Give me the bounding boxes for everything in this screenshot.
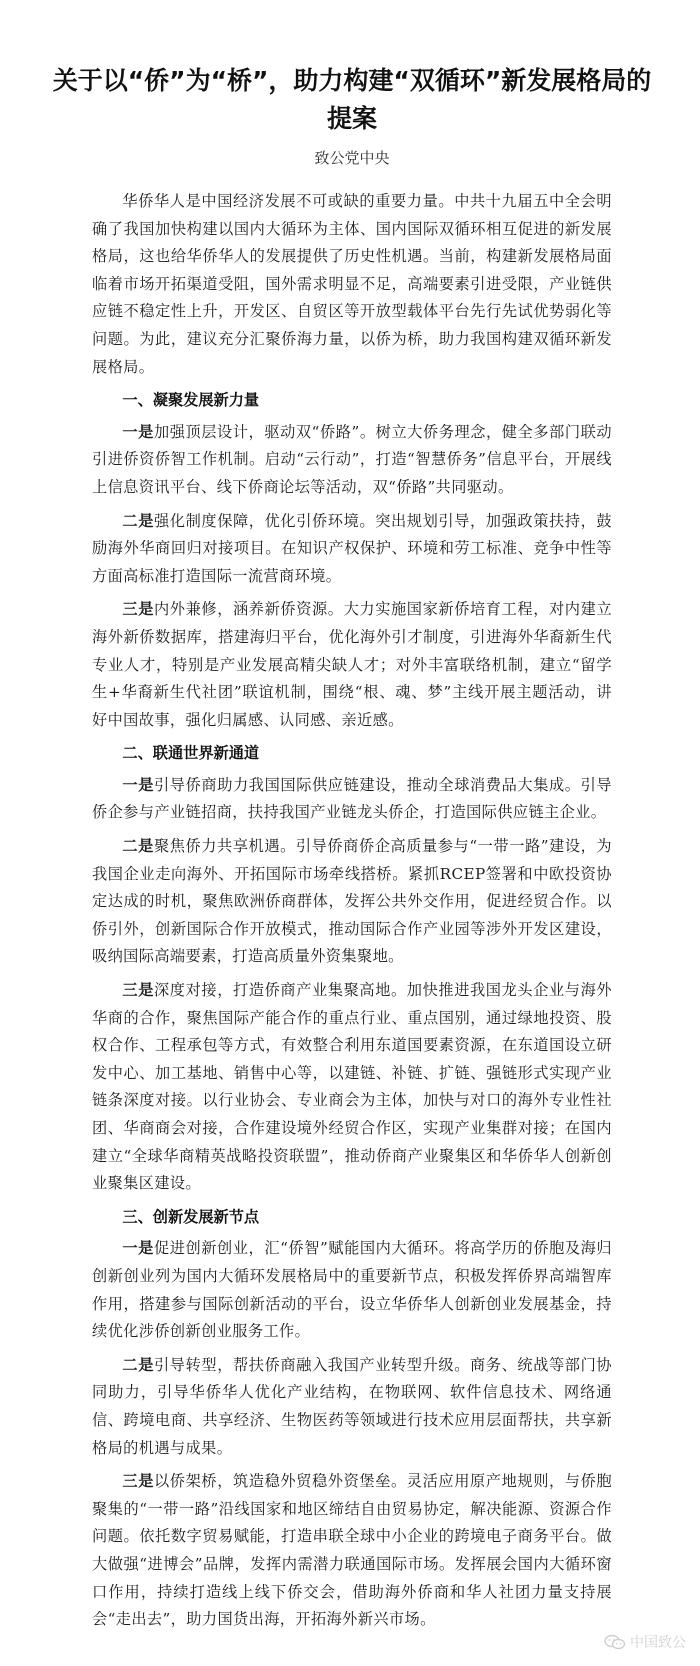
section-heading-1: 一、凝聚发展新力量 (122, 391, 260, 410)
section-1-item-2 (92, 508, 612, 591)
item-text: 促进创新创业，汇“侨智”赋能国内大循环。将高学历的侨胞及海归创新创业列为国内大循环发展格局中的重要新节点，积极发挥侨界高端智库作用，搭建参与国际创新活动的平台，设立华侨华人创新创业发展基金，持续优化涉侨创新创业服务工作。 (92, 1239, 612, 1341)
item-text: 聚焦侨力共享机遇。引导侨商侨企高质量参与“一带一路”建设，为我国企业走向海外、开拓国际市场牵线搭桥。紧抓RCEP签署和中欧投资协定达成的时机，聚焦欧洲侨商群体，发挥公共外交作用，促进经贸合作。以侨引外，创新国际合作开放模式，推动国际合作产业园等涉外开发区建设，吸纳国际高端要素，打造高质量外资集聚地。 (92, 837, 612, 966)
section-heading-2: 二、联通世界新通道 (122, 744, 260, 763)
section-2-item-2 (92, 833, 612, 971)
item-text: 以侨架桥，筑造稳外贸稳外资堡垒。灵活应用原产地规则，与侨胞聚集的“一带一路”沿线国家和地区缔结自由贸易协定，解决能源、资源合作问题。依托数字贸易赋能，打造串联全球中小企业的跨境电子商务平台。做大做强“进博会”品牌，发挥内需潜力联通国际市场。发挥展会国内大循环窗口作用，持续打造线上线下侨交会，借助海外侨商和华人社团力量支持展会“走出去”，助力国货出海，开拓海外新兴市场。 (92, 1472, 612, 1629)
item-lead: 二是 (122, 837, 154, 856)
section-1-item-3 (92, 596, 612, 734)
item-lead: 三是 (122, 600, 154, 619)
item-lead: 一是 (122, 422, 154, 441)
wechat-icon (604, 1634, 626, 1650)
item-text: 引导侨商助力我国国际供应链建设，推动全球消费品大集成。引导侨企参与产业链招商，扶持我国产业链龙头侨企，打造国际供应链主企业。 (92, 775, 612, 822)
document-author: 致公党中央 (314, 149, 390, 167)
source-watermark (604, 1632, 686, 1652)
intro-paragraph: 华侨华人是中国经济发展不可或缺的重要力量。中共十九届五中全会明确了我国加快构建以国内大循环为主体、国内国际双循环相互促进的新发展格局，这也给华侨华人的发展提供了历史性机遇。当前，构建新发展格局面临着市场开拓渠道受阻，国外需求明显不足，高端要素引进受限，产业链供应链不稳定性上升，开发区、自贸区等开放型载体平台先行先试优势弱化等问题。为此，建议充分汇聚侨海力量，以侨为桥，助力我国构建双循环新发展格局。 (92, 192, 612, 376)
item-lead: 二是 (122, 511, 154, 530)
item-text: 深度对接，打造侨商产业集聚高地。加快推进我国龙头企业与海外华商的合作，聚焦国际产能合作的重点行业、重点国别，通过绿地投资、股权合作、工程承包等方式，有效整合利用东道国要素资源，在东道国设立研发中心、加工基地、销售中心等，以建链、补链、扩链、强链形式实现产业链条深度对接。以行业协会、专业商会为主体，加快与对口的海外专业性社团、华商商会对接，合作建设境外经贸合作区，实现产业集群对接；在国内建立“全球华商精英战略投资联盟”，推动侨商产业聚集区和华侨华人创新创业聚集区建设。 (92, 981, 612, 1193)
section-3-item-3 (92, 1468, 612, 1634)
document (52, 62, 652, 1640)
item-text: 强化制度保障，优化引侨环境。突出规划引导，加强政策扶持，鼓励海外华商回归对接项目。在知识产权保护、环境和劳工标准、竞争中性等方面高标准打造国际一流营商环境。 (92, 511, 612, 585)
item-lead: 三是 (122, 1472, 154, 1491)
section-2-item-3 (92, 977, 612, 1198)
section-3-item-1 (92, 1235, 612, 1345)
item-text: 引导转型，帮扶侨商融入我国产业转型升级。商务、统战等部门协同助力，引导华侨华人优化产业结构，在物联网、软件信息技术、网络通信、跨境电商、共享经济、生物医药等领域进行技术应用层面帮扶，共享新格局的机遇与成果。 (92, 1355, 612, 1457)
item-lead: 三是 (122, 981, 154, 1000)
section-1-item-1 (92, 419, 612, 502)
item-lead: 一是 (122, 775, 154, 794)
item-text: 加强顶层设计，驱动双“侨路”。树立大侨务理念，健全多部门联动引进侨资侨智工作机制。启动“云行动”，打造“智慧侨务”信息平台，开展线上信息资讯平台、线下侨商论坛等活动，双“侨路”共同驱动。 (92, 422, 612, 496)
document-title: 关于以“侨”为“桥”，助力构建“双循环”新发展格局的提案 (52, 66, 652, 133)
section-heading-3: 三、创新发展新节点 (122, 1207, 260, 1226)
item-text: 内外兼修，涵养新侨资源。大力实施国家新侨培育工程，对内建立海外新侨数据库，搭建海归平台，优化海外引才制度，引进海外华裔新生代专业人才，特别是产业发展高精尖缺人才；对外丰富联络机制，建立“留学生+华裔新生代社团”联谊机制，围绕“根、魂、梦”主线开展主题活动，讲好中国故事，强化归属感、认同感、亲近感。 (92, 600, 612, 729)
watermark-text: 中国致公 (630, 1635, 686, 1651)
section-3-item-2 (92, 1352, 612, 1462)
section-2-item-1 (92, 772, 612, 827)
item-lead: 二是 (122, 1355, 154, 1374)
item-lead: 一是 (122, 1239, 154, 1258)
